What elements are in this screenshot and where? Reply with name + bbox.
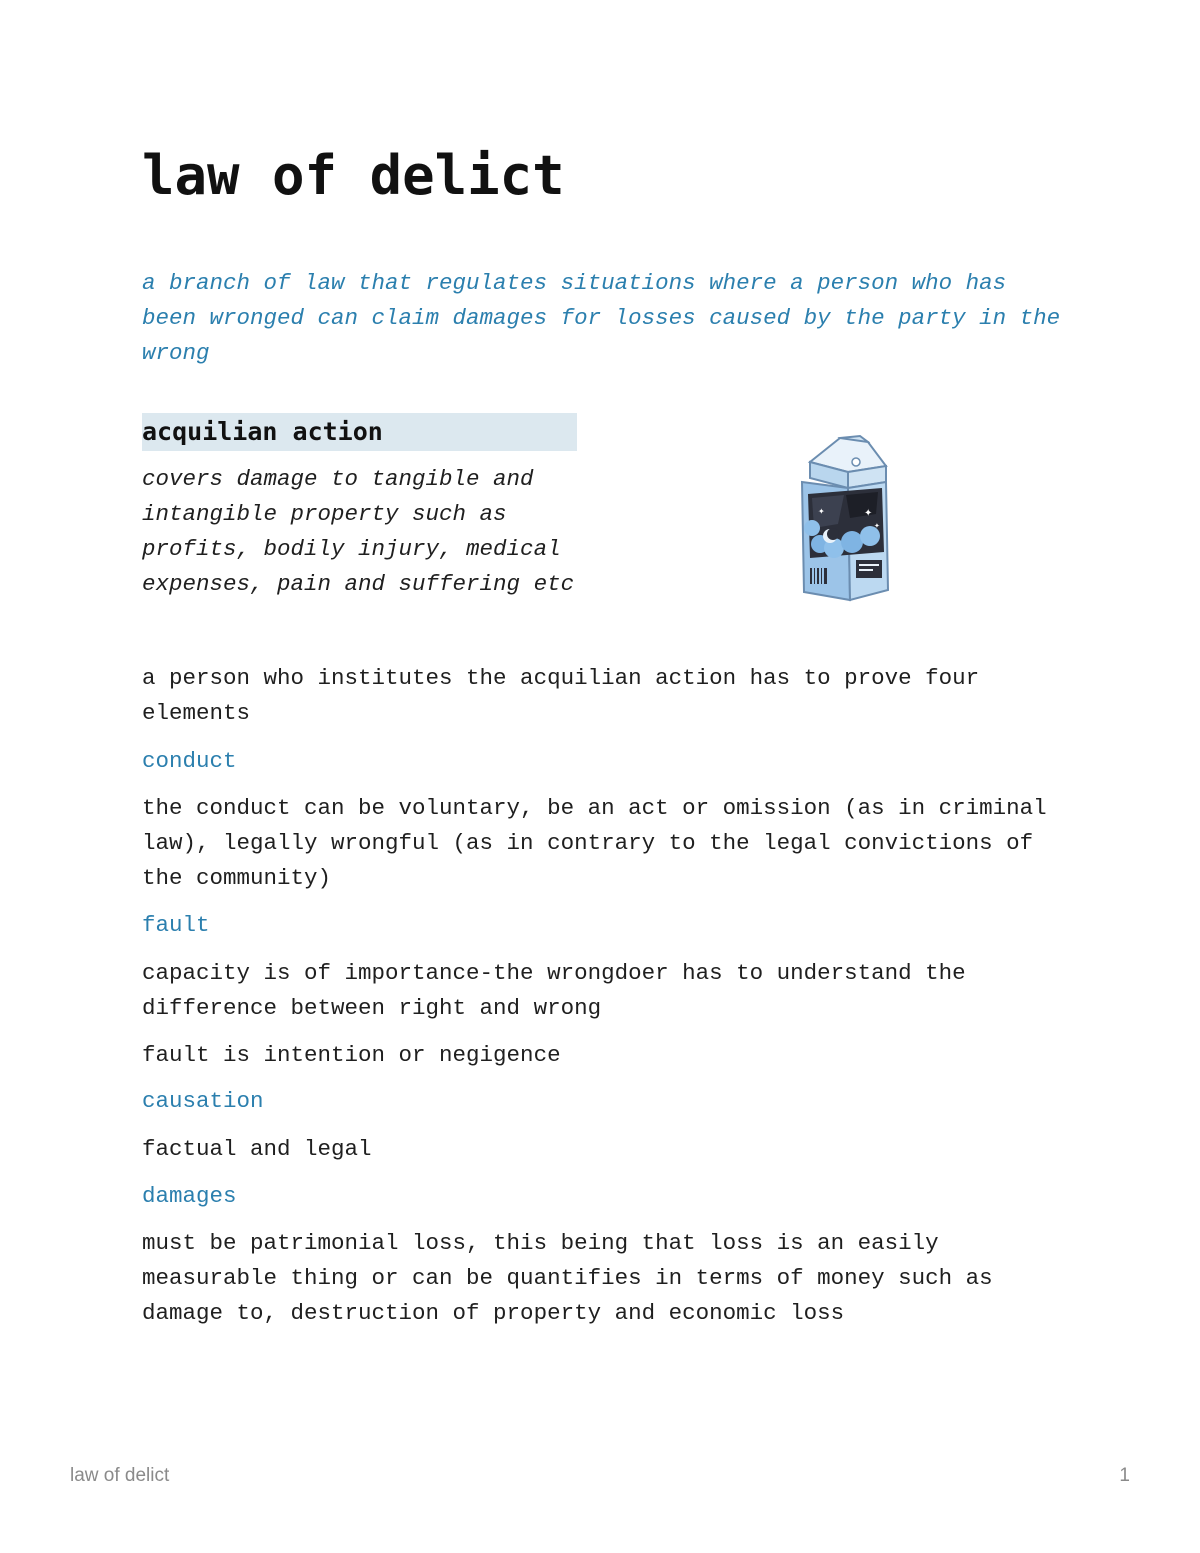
element-heading-conduct: conduct: [142, 748, 237, 774]
section-description: covers damage to tangible and intangible property such as profits, bodily injury, medical expenses, pain and suffering etc: [142, 466, 575, 597]
footer-page-number: 1: [1119, 1465, 1130, 1486]
element-heading-damages: damages: [142, 1183, 237, 1209]
element-paragraph-causation: factual and legal: [142, 1136, 372, 1162]
milk-carton-illustration: [790, 432, 896, 604]
section-heading: acquilian action: [142, 413, 577, 451]
element-heading-fault: fault: [142, 912, 210, 938]
element-heading-causation: causation: [142, 1088, 264, 1114]
element-paragraph-conduct: the conduct can be voluntary, be an act or omission (as in criminal law), legally wrongful (as in contrary to the legal convictions of the community): [142, 795, 1047, 891]
footer-document-name: law of delict: [70, 1465, 170, 1486]
svg-text:✦: ✦: [864, 508, 873, 519]
document-subtitle: a branch of law that regulates situations where a person who has been wronged can claim damages for losses caused by the party in the wrong: [142, 270, 1061, 366]
element-paragraph-fault-definition: fault is intention or negigence: [142, 1042, 561, 1068]
intro-text: a person who institutes the acquilian action has to prove four elements: [142, 665, 980, 726]
svg-text:✦: ✦: [818, 507, 825, 516]
document-title: law of delict: [142, 144, 565, 207]
element-paragraph-fault-capacity: capacity is of importance-the wrongdoer has to understand the difference between right and wrong: [142, 960, 966, 1021]
svg-text:✦: ✦: [874, 522, 880, 530]
element-paragraph-damages: must be patrimonial loss, this being that loss is an easily measurable thing or can be quantifies in terms of money such as damage to, destruction of property and economic loss: [142, 1230, 993, 1326]
